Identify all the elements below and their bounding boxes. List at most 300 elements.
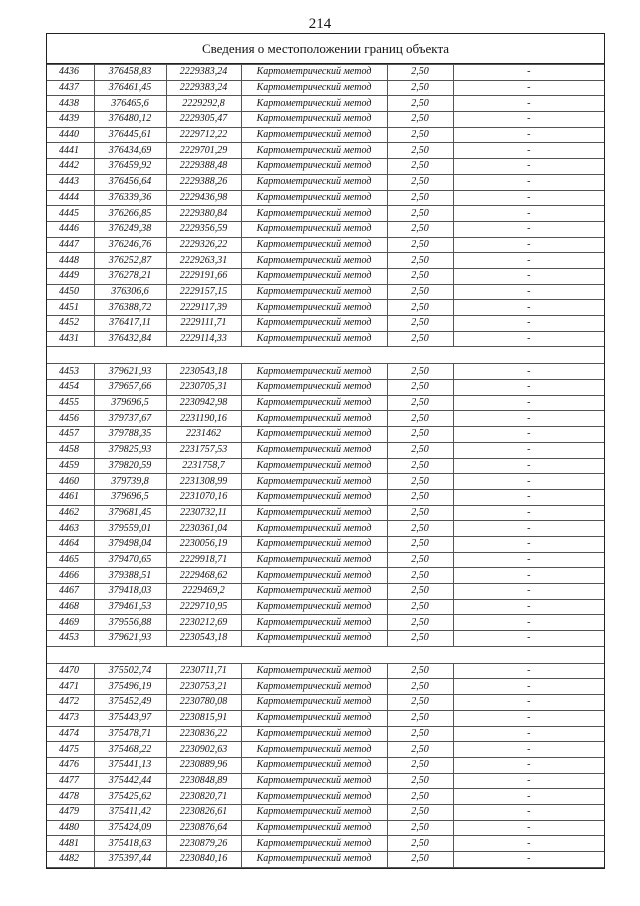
description-cell: - [453,331,604,347]
description-cell: - [453,380,604,396]
method-cell: Картометрический метод [241,679,387,695]
description-cell: - [453,427,604,443]
point-number-cell: 4437 [47,80,94,96]
x-coordinate-cell: 376278,21 [94,268,166,284]
table-row [47,631,604,647]
method-cell: Картометрический метод [241,268,387,284]
boundary-table [46,33,605,869]
method-cell: Картометрический метод [241,159,387,175]
precision-cell: 2,50 [387,80,453,96]
x-coordinate-cell: 375502,74 [94,663,166,679]
y-coordinate-cell: 2231462 [166,427,241,443]
method-cell: Картометрический метод [241,568,387,584]
method-cell: Картометрический метод [241,395,387,411]
group-separator-cell [47,347,604,364]
group-separator-cell [47,646,604,663]
precision-cell: 2,50 [387,505,453,521]
table-row [47,679,604,695]
table-row [47,331,604,347]
point-number-cell: 4461 [47,489,94,505]
table-row [47,65,604,81]
description-cell: - [453,442,604,458]
x-coordinate-cell: 379696,5 [94,489,166,505]
precision-cell: 2,50 [387,536,453,552]
y-coordinate-cell: 2230780,08 [166,695,241,711]
point-number-cell: 4476 [47,757,94,773]
y-coordinate-cell: 2230879,26 [166,836,241,852]
description-cell: - [453,852,604,868]
description-cell: - [453,474,604,490]
table-row [47,112,604,128]
description-cell: - [453,536,604,552]
x-coordinate-cell: 376459,92 [94,159,166,175]
point-number-cell: 4454 [47,380,94,396]
method-cell: Картометрический метод [241,284,387,300]
point-number-cell: 4467 [47,584,94,600]
table-row [47,268,604,284]
precision-cell: 2,50 [387,268,453,284]
method-cell: Картометрический метод [241,331,387,347]
precision-cell: 2,50 [387,710,453,726]
y-coordinate-cell: 2230543,18 [166,631,241,647]
point-number-cell: 4438 [47,96,94,112]
table-row [47,663,604,679]
precision-cell: 2,50 [387,364,453,380]
table-row [47,695,604,711]
precision-cell: 2,50 [387,568,453,584]
y-coordinate-cell: 2230848,89 [166,773,241,789]
method-cell: Картометрический метод [241,631,387,647]
point-number-cell: 4440 [47,127,94,143]
precision-cell: 2,50 [387,442,453,458]
method-cell: Картометрический метод [241,411,387,427]
description-cell: - [453,237,604,253]
description-cell: - [453,127,604,143]
precision-cell: 2,50 [387,599,453,615]
method-cell: Картометрический метод [241,552,387,568]
x-coordinate-cell: 379657,66 [94,380,166,396]
y-coordinate-cell: 2231190,16 [166,411,241,427]
x-coordinate-cell: 375452,49 [94,695,166,711]
table-row [47,489,604,505]
method-cell: Картометрический метод [241,695,387,711]
description-cell: - [453,757,604,773]
x-coordinate-cell: 376465,6 [94,96,166,112]
x-coordinate-cell: 375468,22 [94,742,166,758]
point-number-cell: 4442 [47,159,94,175]
precision-cell: 2,50 [387,143,453,159]
method-cell: Картометрический метод [241,521,387,537]
description-cell: - [453,631,604,647]
method-cell: Картометрический метод [241,65,387,81]
y-coordinate-cell: 2229710,95 [166,599,241,615]
description-cell: - [453,695,604,711]
method-cell: Картометрический метод [241,221,387,237]
description-cell: - [453,458,604,474]
description-cell: - [453,364,604,380]
table-row [47,505,604,521]
point-number-cell: 4482 [47,852,94,868]
page-number: 214 [308,16,332,32]
method-cell: Картометрический метод [241,458,387,474]
y-coordinate-cell: 2231070,16 [166,489,241,505]
point-number-cell: 4458 [47,442,94,458]
x-coordinate-cell: 379556,88 [94,615,166,631]
y-coordinate-cell: 2229263,31 [166,253,241,269]
table-row [47,411,604,427]
precision-cell: 2,50 [387,427,453,443]
precision-cell: 2,50 [387,411,453,427]
method-cell: Картометрический метод [241,143,387,159]
description-cell: - [453,143,604,159]
point-number-cell: 4469 [47,615,94,631]
method-cell: Картометрический метод [241,852,387,868]
method-cell: Картометрический метод [241,442,387,458]
method-cell: Картометрический метод [241,584,387,600]
description-cell: - [453,221,604,237]
precision-cell: 2,50 [387,742,453,758]
precision-cell: 2,50 [387,380,453,396]
x-coordinate-cell: 375441,13 [94,757,166,773]
y-coordinate-cell: 2230876,64 [166,820,241,836]
table-row [47,96,604,112]
table-row [47,143,604,159]
y-coordinate-cell: 2229383,24 [166,80,241,96]
point-number-cell: 4472 [47,695,94,711]
x-coordinate-cell: 376388,72 [94,300,166,316]
point-number-cell: 4448 [47,253,94,269]
y-coordinate-cell: 2230056,19 [166,536,241,552]
precision-cell: 2,50 [387,331,453,347]
table-row [47,773,604,789]
x-coordinate-cell: 375443,97 [94,710,166,726]
precision-cell: 2,50 [387,631,453,647]
precision-cell: 2,50 [387,584,453,600]
y-coordinate-cell: 2229114,33 [166,331,241,347]
description-cell: - [453,505,604,521]
y-coordinate-cell: 2230902,63 [166,742,241,758]
y-coordinate-cell: 2230753,21 [166,679,241,695]
table-row [47,836,604,852]
table-row [47,852,604,868]
y-coordinate-cell: 2229191,66 [166,268,241,284]
description-cell: - [453,615,604,631]
description-cell: - [453,584,604,600]
precision-cell: 2,50 [387,695,453,711]
precision-cell: 2,50 [387,395,453,411]
point-number-cell: 4431 [47,331,94,347]
y-coordinate-cell: 2229712,22 [166,127,241,143]
table-row [47,474,604,490]
precision-cell: 2,50 [387,65,453,81]
table-row [47,458,604,474]
x-coordinate-cell: 376445,61 [94,127,166,143]
description-cell: - [453,726,604,742]
y-coordinate-cell: 2229117,39 [166,300,241,316]
x-coordinate-cell: 376480,12 [94,112,166,128]
description-cell: - [453,789,604,805]
y-coordinate-cell: 2231757,53 [166,442,241,458]
point-number-cell: 4443 [47,174,94,190]
table-row [47,427,604,443]
x-coordinate-cell: 376456,64 [94,174,166,190]
table-row [47,300,604,316]
precision-cell: 2,50 [387,316,453,332]
y-coordinate-cell: 2229468,62 [166,568,241,584]
x-coordinate-cell: 376434,69 [94,143,166,159]
description-cell: - [453,804,604,820]
point-number-cell: 4474 [47,726,94,742]
table-row [47,820,604,836]
y-coordinate-cell: 2230732,11 [166,505,241,521]
method-cell: Картометрический метод [241,536,387,552]
description-cell: - [453,663,604,679]
precision-cell: 2,50 [387,836,453,852]
y-coordinate-cell: 2229111,71 [166,316,241,332]
table-row [47,726,604,742]
method-cell: Картометрический метод [241,489,387,505]
x-coordinate-cell: 375397,44 [94,852,166,868]
point-number-cell: 4445 [47,206,94,222]
method-cell: Картометрический метод [241,206,387,222]
x-coordinate-cell: 379825,93 [94,442,166,458]
x-coordinate-cell: 379388,51 [94,568,166,584]
x-coordinate-cell: 376461,45 [94,80,166,96]
table-row [47,521,604,537]
point-number-cell: 4452 [47,316,94,332]
description-cell: - [453,300,604,316]
description-cell: - [453,679,604,695]
description-cell: - [453,206,604,222]
precision-cell: 2,50 [387,458,453,474]
precision-cell: 2,50 [387,773,453,789]
y-coordinate-cell: 2230889,96 [166,757,241,773]
description-cell: - [453,253,604,269]
table-row [47,206,604,222]
method-cell: Картометрический метод [241,804,387,820]
group-separator-row [47,646,604,663]
point-number-cell: 4471 [47,679,94,695]
description-cell: - [453,268,604,284]
y-coordinate-cell: 2230815,91 [166,710,241,726]
table-row [47,380,604,396]
method-cell: Картометрический метод [241,663,387,679]
x-coordinate-cell: 376458,83 [94,65,166,81]
x-coordinate-cell: 375424,09 [94,820,166,836]
point-number-cell: 4446 [47,221,94,237]
precision-cell: 2,50 [387,96,453,112]
method-cell: Картометрический метод [241,300,387,316]
method-cell: Картометрический метод [241,789,387,805]
table-row [47,710,604,726]
point-number-cell: 4439 [47,112,94,128]
precision-cell: 2,50 [387,221,453,237]
precision-cell: 2,50 [387,300,453,316]
precision-cell: 2,50 [387,552,453,568]
y-coordinate-cell: 2229157,15 [166,284,241,300]
y-coordinate-cell: 2229388,48 [166,159,241,175]
table-row [47,615,604,631]
point-number-cell: 4457 [47,427,94,443]
y-coordinate-cell: 2230820,71 [166,789,241,805]
precision-cell: 2,50 [387,190,453,206]
description-cell: - [453,316,604,332]
method-cell: Картометрический метод [241,253,387,269]
precision-cell: 2,50 [387,474,453,490]
precision-cell: 2,50 [387,253,453,269]
x-coordinate-cell: 379498,04 [94,536,166,552]
table-row [47,742,604,758]
x-coordinate-cell: 379739,8 [94,474,166,490]
method-cell: Картометрический метод [241,474,387,490]
x-coordinate-cell: 379820,59 [94,458,166,474]
point-number-cell: 4460 [47,474,94,490]
precision-cell: 2,50 [387,284,453,300]
x-coordinate-cell: 375496,19 [94,679,166,695]
point-number-cell: 4444 [47,190,94,206]
x-coordinate-cell: 379418,03 [94,584,166,600]
precision-cell: 2,50 [387,159,453,175]
x-coordinate-cell: 379788,35 [94,427,166,443]
method-cell: Картометрический метод [241,726,387,742]
point-number-cell: 4463 [47,521,94,537]
precision-cell: 2,50 [387,206,453,222]
coordinates-table [47,64,604,868]
description-cell: - [453,552,604,568]
y-coordinate-cell: 2229326,22 [166,237,241,253]
description-cell: - [453,411,604,427]
point-number-cell: 4481 [47,836,94,852]
precision-cell: 2,50 [387,804,453,820]
x-coordinate-cell: 376249,38 [94,221,166,237]
x-coordinate-cell: 376266,85 [94,206,166,222]
table-row [47,599,604,615]
table-row [47,253,604,269]
precision-cell: 2,50 [387,679,453,695]
method-cell: Картометрический метод [241,836,387,852]
precision-cell: 2,50 [387,615,453,631]
method-cell: Картометрический метод [241,742,387,758]
point-number-cell: 4473 [47,710,94,726]
description-cell: - [453,190,604,206]
table-row [47,364,604,380]
description-cell: - [453,96,604,112]
description-cell: - [453,489,604,505]
precision-cell: 2,50 [387,663,453,679]
method-cell: Картометрический метод [241,615,387,631]
y-coordinate-cell: 2229701,29 [166,143,241,159]
point-number-cell: 4470 [47,663,94,679]
y-coordinate-cell: 2230543,18 [166,364,241,380]
x-coordinate-cell: 376432,84 [94,331,166,347]
table-row [47,190,604,206]
method-cell: Картометрический метод [241,316,387,332]
x-coordinate-cell: 379681,45 [94,505,166,521]
description-cell: - [453,65,604,81]
point-number-cell: 4453 [47,364,94,380]
point-number-cell: 4478 [47,789,94,805]
point-number-cell: 4477 [47,773,94,789]
y-coordinate-cell: 2231308,99 [166,474,241,490]
point-number-cell: 4450 [47,284,94,300]
point-number-cell: 4449 [47,268,94,284]
y-coordinate-cell: 2229292,8 [166,96,241,112]
point-number-cell: 4459 [47,458,94,474]
precision-cell: 2,50 [387,174,453,190]
point-number-cell: 4441 [47,143,94,159]
description-cell: - [453,710,604,726]
table-row [47,757,604,773]
table-row [47,552,604,568]
point-number-cell: 4451 [47,300,94,316]
method-cell: Картометрический метод [241,174,387,190]
x-coordinate-cell: 376417,11 [94,316,166,332]
x-coordinate-cell: 379621,93 [94,364,166,380]
point-number-cell: 4479 [47,804,94,820]
method-cell: Картометрический метод [241,127,387,143]
y-coordinate-cell: 2229469,2 [166,584,241,600]
table-row [47,237,604,253]
y-coordinate-cell: 2229388,26 [166,174,241,190]
precision-cell: 2,50 [387,757,453,773]
method-cell: Картометрический метод [241,112,387,128]
table-row [47,789,604,805]
point-number-cell: 4466 [47,568,94,584]
x-coordinate-cell: 376339,36 [94,190,166,206]
precision-cell: 2,50 [387,521,453,537]
group-separator-row [47,347,604,364]
point-number-cell: 4456 [47,411,94,427]
table-row [47,568,604,584]
table-title: Сведения о местоположении границ объекта [47,34,604,64]
precision-cell: 2,50 [387,726,453,742]
x-coordinate-cell: 375418,63 [94,836,166,852]
y-coordinate-cell: 2230840,16 [166,852,241,868]
description-cell: - [453,174,604,190]
x-coordinate-cell: 376306,6 [94,284,166,300]
table-row [47,584,604,600]
description-cell: - [453,159,604,175]
y-coordinate-cell: 2230836,22 [166,726,241,742]
point-number-cell: 4480 [47,820,94,836]
method-cell: Картометрический метод [241,773,387,789]
table-row [47,442,604,458]
y-coordinate-cell: 2231758,7 [166,458,241,474]
point-number-cell: 4453 [47,631,94,647]
x-coordinate-cell: 375442,44 [94,773,166,789]
description-cell: - [453,820,604,836]
table-row [47,316,604,332]
table-row [47,221,604,237]
y-coordinate-cell: 2229918,71 [166,552,241,568]
precision-cell: 2,50 [387,789,453,805]
point-number-cell: 4468 [47,599,94,615]
method-cell: Картометрический метод [241,96,387,112]
precision-cell: 2,50 [387,852,453,868]
method-cell: Картометрический метод [241,710,387,726]
y-coordinate-cell: 2229356,59 [166,221,241,237]
table-row [47,284,604,300]
method-cell: Картометрический метод [241,364,387,380]
y-coordinate-cell: 2230212,69 [166,615,241,631]
point-number-cell: 4464 [47,536,94,552]
table-row [47,127,604,143]
point-number-cell: 4462 [47,505,94,521]
y-coordinate-cell: 2230826,61 [166,804,241,820]
y-coordinate-cell: 2230361,04 [166,521,241,537]
method-cell: Картометрический метод [241,427,387,443]
description-cell: - [453,836,604,852]
